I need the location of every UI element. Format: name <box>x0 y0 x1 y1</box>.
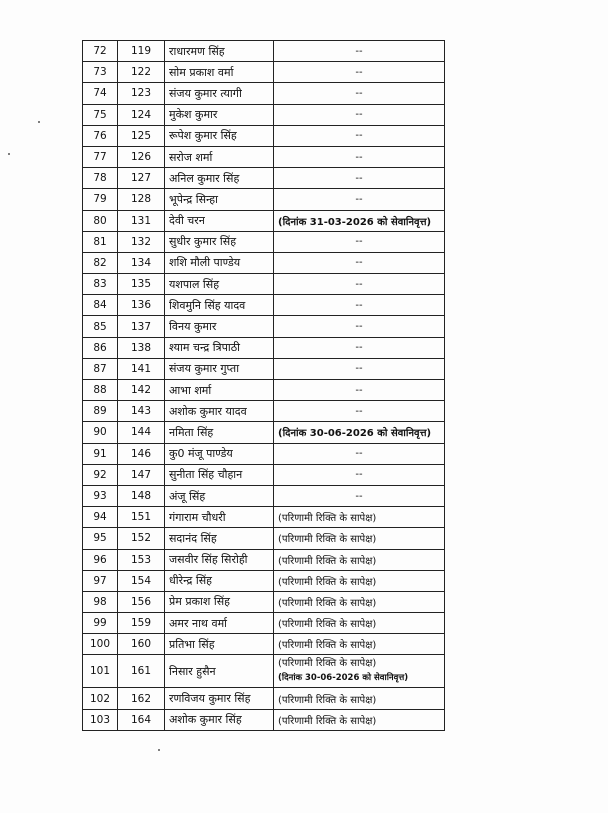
remark-cell: -- <box>274 464 445 485</box>
name-cell: सुधीर कुमार सिंह <box>165 231 274 252</box>
serial-number-cell: 86 <box>83 337 118 358</box>
remark-cell: (परिणामी रिक्ति के सापेक्ष) <box>274 549 445 570</box>
name-cell: संजय कुमार गुप्ता <box>165 358 274 379</box>
seniority-number-cell: 146 <box>118 443 165 464</box>
remark-cell: -- <box>274 337 445 358</box>
serial-number-cell: 84 <box>83 295 118 316</box>
serial-number-cell: 92 <box>83 464 118 485</box>
remark-cell: -- <box>274 189 445 210</box>
seniority-number-cell: 138 <box>118 337 165 358</box>
name-cell: सदानंद सिंह <box>165 528 274 549</box>
serial-number-cell: 88 <box>83 380 118 401</box>
name-cell: अनिल कुमार सिंह <box>165 168 274 189</box>
table-row <box>83 189 445 210</box>
table-row <box>83 231 445 252</box>
name-cell: प्रतिभा सिंह <box>165 634 274 655</box>
table-row <box>83 380 445 401</box>
serial-number-cell: 97 <box>83 570 118 591</box>
serial-number-cell: 77 <box>83 146 118 167</box>
table-row <box>83 464 445 485</box>
remark-cell: (परिणामी रिक्ति के सापेक्ष) <box>274 507 445 528</box>
serial-number-cell: 78 <box>83 168 118 189</box>
table-row <box>83 358 445 379</box>
table-row <box>83 401 445 422</box>
seniority-number-cell: 143 <box>118 401 165 422</box>
seniority-number-cell: 119 <box>118 41 165 62</box>
seniority-number-cell: 160 <box>118 634 165 655</box>
serial-number-cell: 85 <box>83 316 118 337</box>
seniority-number-cell: 141 <box>118 358 165 379</box>
seniority-number-cell: 152 <box>118 528 165 549</box>
serial-number-cell: 98 <box>83 591 118 612</box>
remark-cell: -- <box>274 125 445 146</box>
remark-cell: -- <box>274 252 445 273</box>
seniority-number-cell: 164 <box>118 709 165 730</box>
table-row <box>83 570 445 591</box>
remark-cell: -- <box>274 146 445 167</box>
table-row <box>83 62 445 83</box>
serial-number-cell: 82 <box>83 252 118 273</box>
seniority-number-cell: 131 <box>118 210 165 231</box>
name-cell: सुनीता सिंह चौहान <box>165 464 274 485</box>
table-row <box>83 549 445 570</box>
table-row <box>83 41 445 62</box>
remark-cell: -- <box>274 83 445 104</box>
seniority-number-cell: 124 <box>118 104 165 125</box>
seniority-number-cell: 134 <box>118 252 165 273</box>
remark-cell: -- <box>274 401 445 422</box>
remark-cell: -- <box>274 295 445 316</box>
serial-number-cell: 83 <box>83 274 118 295</box>
remark-cell: (दिनांक 30-06-2026 को सेवानिवृत्त) <box>274 422 445 443</box>
remark-cell: (परिणामी रिक्ति के सापेक्ष) <box>274 709 445 730</box>
name-cell: श्याम चन्द्र त्रिपाठी <box>165 337 274 358</box>
seniority-number-cell: 159 <box>118 613 165 634</box>
retirement-note: (दिनांक 30-06-2026 को सेवानिवृत्त) <box>278 673 409 684</box>
serial-number-cell: 74 <box>83 83 118 104</box>
name-cell: गंगाराम चौधरी <box>165 507 274 528</box>
seniority-number-cell: 122 <box>118 62 165 83</box>
serial-number-cell: 72 <box>83 41 118 62</box>
name-cell: रणविजय कुमार सिंह <box>165 688 274 709</box>
serial-number-cell: 76 <box>83 125 118 146</box>
serial-number-cell: 75 <box>83 104 118 125</box>
name-cell: मुकेश कुमार <box>165 104 274 125</box>
name-cell: जसवीर सिंह सिरोही <box>165 549 274 570</box>
seniority-number-cell: 154 <box>118 570 165 591</box>
seniority-number-cell: 128 <box>118 189 165 210</box>
seniority-number-cell: 144 <box>118 422 165 443</box>
table-row <box>83 295 445 316</box>
serial-number-cell: 87 <box>83 358 118 379</box>
table-row <box>83 709 445 730</box>
table-row <box>83 125 445 146</box>
name-cell: कु0 मंजू पाण्डेय <box>165 443 274 464</box>
table-row <box>83 252 445 273</box>
serial-number-cell: 94 <box>83 507 118 528</box>
seniority-number-cell: 135 <box>118 274 165 295</box>
seniority-number-cell: 127 <box>118 168 165 189</box>
table-row <box>83 104 445 125</box>
serial-number-cell: 79 <box>83 189 118 210</box>
remark-cell: -- <box>274 316 445 337</box>
name-cell: अशोक कुमार सिंह <box>165 709 274 730</box>
table-row <box>83 613 445 634</box>
serial-number-cell: 73 <box>83 62 118 83</box>
name-cell: शिवमुनि सिंह यादव <box>165 295 274 316</box>
name-cell: संजय कुमार त्यागी <box>165 83 274 104</box>
table-row <box>83 591 445 612</box>
seniority-number-cell: 147 <box>118 464 165 485</box>
name-cell: अमर नाथ वर्मा <box>165 613 274 634</box>
name-cell: विनय कुमार <box>165 316 274 337</box>
remark-cell: -- <box>274 41 445 62</box>
serial-number-cell: 101 <box>83 655 118 688</box>
seniority-number-cell: 142 <box>118 380 165 401</box>
serial-number-cell: 99 <box>83 613 118 634</box>
seniority-number-cell: 126 <box>118 146 165 167</box>
remark-cell: -- <box>274 443 445 464</box>
name-cell: देवी चरन <box>165 210 274 231</box>
name-cell: रूपेश कुमार सिंह <box>165 125 274 146</box>
table-row <box>83 168 445 189</box>
remark-cell: -- <box>274 168 445 189</box>
table-row <box>83 316 445 337</box>
table-row <box>83 655 445 688</box>
table-row <box>83 337 445 358</box>
serial-number-cell: 91 <box>83 443 118 464</box>
remark-line: (परिणामी रिक्ति के सापेक्ष) <box>278 658 377 670</box>
serial-number-cell: 100 <box>83 634 118 655</box>
remark-cell: -- <box>274 231 445 252</box>
seniority-number-cell: 162 <box>118 688 165 709</box>
seniority-number-cell: 156 <box>118 591 165 612</box>
table-row <box>83 485 445 506</box>
name-cell: अंजू सिंह <box>165 485 274 506</box>
seniority-list-table <box>82 40 445 731</box>
serial-number-cell: 80 <box>83 210 118 231</box>
remark-cell: -- <box>274 380 445 401</box>
name-cell: भूपेन्द्र सिन्हा <box>165 189 274 210</box>
seniority-number-cell: 132 <box>118 231 165 252</box>
name-cell: धीरेन्द्र सिंह <box>165 570 274 591</box>
serial-number-cell: 103 <box>83 709 118 730</box>
table-row <box>83 443 445 464</box>
remark-cell: -- <box>274 274 445 295</box>
serial-number-cell: 96 <box>83 549 118 570</box>
remark-cell: (परिणामी रिक्ति के सापेक्ष) <box>274 528 445 549</box>
name-cell: नमिता सिंह <box>165 422 274 443</box>
name-cell: प्रेम प्रकाश सिंह <box>165 591 274 612</box>
remark-cell: (परिणामी रिक्ति के सापेक्ष) <box>274 688 445 709</box>
name-cell: अशोक कुमार यादव <box>165 401 274 422</box>
serial-number-cell: 95 <box>83 528 118 549</box>
remark-cell: (परिणामी रिक्ति के सापेक्ष) <box>274 570 445 591</box>
remark-cell: -- <box>274 485 445 506</box>
table-row <box>83 146 445 167</box>
remark-cell: -- <box>274 104 445 125</box>
seniority-number-cell: 137 <box>118 316 165 337</box>
seniority-number-cell: 151 <box>118 507 165 528</box>
seniority-number-cell: 153 <box>118 549 165 570</box>
remark-cell <box>274 655 445 688</box>
table-row <box>83 688 445 709</box>
serial-number-cell: 102 <box>83 688 118 709</box>
remark-cell: (दिनांक 31-03-2026 को सेवानिवृत्त) <box>274 210 445 231</box>
seniority-number-cell: 123 <box>118 83 165 104</box>
table-row <box>83 634 445 655</box>
seniority-number-cell: 125 <box>118 125 165 146</box>
serial-number-cell: 90 <box>83 422 118 443</box>
serial-number-cell: 81 <box>83 231 118 252</box>
name-cell: आभा शर्मा <box>165 380 274 401</box>
serial-number-cell: 89 <box>83 401 118 422</box>
name-cell: सोम प्रकाश वर्मा <box>165 62 274 83</box>
table-row <box>83 528 445 549</box>
table-row <box>83 507 445 528</box>
name-cell: राधारमण सिंह <box>165 41 274 62</box>
table-row <box>83 83 445 104</box>
remark-cell: (परिणामी रिक्ति के सापेक्ष) <box>274 591 445 612</box>
name-cell: शशि मौली पाण्डेय <box>165 252 274 273</box>
table-row <box>83 210 445 231</box>
name-cell: यशपाल सिंह <box>165 274 274 295</box>
remark-cell: -- <box>274 62 445 83</box>
table-row <box>83 422 445 443</box>
seniority-number-cell: 148 <box>118 485 165 506</box>
remark-cell: -- <box>274 358 445 379</box>
name-cell: निसार हुसैन <box>165 655 274 688</box>
table-row <box>83 274 445 295</box>
seniority-number-cell: 161 <box>118 655 165 688</box>
remark-cell: (परिणामी रिक्ति के सापेक्ष) <box>274 613 445 634</box>
remark-cell: (परिणामी रिक्ति के सापेक्ष) <box>274 634 445 655</box>
serial-number-cell: 93 <box>83 485 118 506</box>
seniority-number-cell: 136 <box>118 295 165 316</box>
name-cell: सरोज शर्मा <box>165 146 274 167</box>
